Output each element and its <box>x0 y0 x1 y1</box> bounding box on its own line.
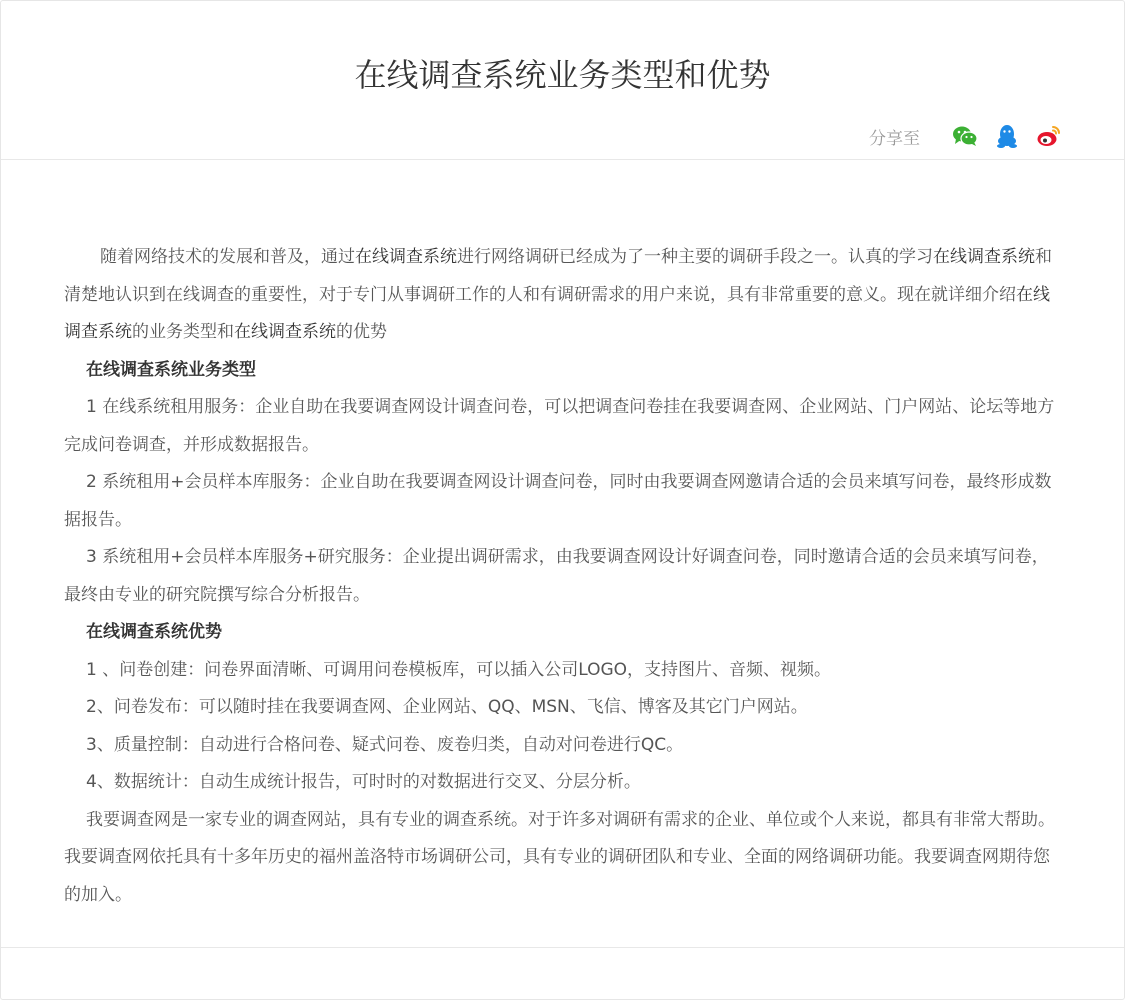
intro-text: 的业务类型和 <box>132 322 234 342</box>
intro-text: 和清楚地认识到在线调查的重要性，对于专门从事调研工作的人和有调研需求的用户来说，具有非常重要的意义。现在就详细介绍 <box>64 247 1052 305</box>
keyword-link[interactable]: 在线调查系统 <box>355 247 457 267</box>
wechat-icon[interactable] <box>952 123 978 149</box>
section-heading-text: 业务类型 <box>188 359 256 380</box>
keyword-link[interactable]: 在线调查系统 <box>234 322 336 342</box>
footer-divider <box>1 947 1124 948</box>
intro-text: 进行网络调研已经成为了一种主要的调研手段之一。认真的学习 <box>457 247 933 267</box>
weibo-icon[interactable] <box>1036 123 1062 149</box>
intro-paragraph <box>64 239 1064 352</box>
keyword-link[interactable]: 在线调查系统 <box>86 359 188 380</box>
section-heading-business-types <box>64 352 1064 390</box>
keyword-link[interactable]: 在线调查系统 <box>86 622 188 642</box>
intro-text: 随着网络技术的发展和普及，通过 <box>100 247 355 267</box>
qq-icon[interactable] <box>994 123 1020 149</box>
share-label: 分享至 <box>869 128 920 149</box>
share-bar <box>869 121 1062 151</box>
list-item: 1 在线系统租用服务：企业自助在我要调查网设计调查问卷，可以把调查问卷挂在我要调查网、企业网站、门户网站、论坛等地方完成问卷调查，并形成数据报告。 <box>64 397 1055 455</box>
list-item: 2、问卷发布：可以随时挂在我要调查网、企业网站、QQ、MSN、飞信、博客及其它门户网站。 <box>86 697 808 717</box>
section-heading-text: 优势 <box>188 622 222 642</box>
intro-text: 的优势 <box>336 322 387 342</box>
article-body <box>64 239 1064 914</box>
list-item: 3、质量控制：自动进行合格问卷、疑式问卷、废卷归类，自动对问卷进行QC。 <box>86 734 684 755</box>
list-item: 4、数据统计：自动生成统计报告，可时时的对数据进行交叉、分层分析。 <box>86 772 641 792</box>
section-heading-advantages <box>64 614 1064 652</box>
keyword-link[interactable]: 在线调查系统 <box>933 247 1035 267</box>
list-item: 1 、问卷创建：问卷界面清晰、可调用问卷模板库，可以插入公司LOGO，支持图片、音频、视频。 <box>86 659 832 680</box>
closing-paragraph: 我要调查网是一家专业的调查网站，具有专业的调查系统。对于许多对调研有需求的企业、单位或个人来说，都具有非常大帮助。我要调查网依托具有十多年历史的福州盖洛特市场调研公司，具有专业的调研团队和专业、全面的网络调研功能。我要调查网期待您的加入。 <box>64 809 1055 905</box>
article-title: 在线调查系统业务类型和优势 <box>354 56 771 94</box>
list-item: 2 系统租用+会员样本库服务：企业自助在我要调查网设计调查问卷，同时由我要调查网邀请合适的会员来填写问卷，最终形成数据报告。 <box>64 472 1052 530</box>
list-item: 3 系统租用+会员样本库服务+研究服务：企业提出调研需求，由我要调查网设计好调查问卷，同时邀请合适的会员来填写问卷，最终由专业的研究院撰写综合分析报告。 <box>64 547 1049 605</box>
article-header <box>1 1 1124 160</box>
keyword-link[interactable]: 在线调查系统 <box>64 284 1050 342</box>
